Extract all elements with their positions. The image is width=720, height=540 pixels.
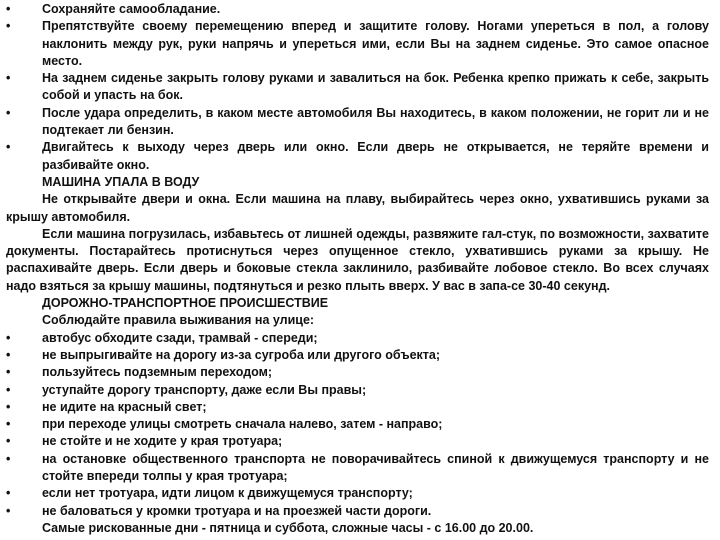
bullet-paragraph [6, 1, 709, 18]
bullet-paragraph [6, 503, 709, 520]
bullet-text: не идите на красный свет; [42, 399, 207, 414]
bullet-marker: • [6, 19, 11, 34]
bullet-paragraph [6, 451, 709, 486]
bullet-paragraph [6, 330, 709, 347]
bullet-text: автобус обходите сзади, трамвай - спереди; [42, 330, 318, 345]
indented-paragraph: Не открывайте двери и окна. Если машина на плаву, выбирайтесь через окно, ухватившись руками за крышу автомобиля. [6, 192, 709, 224]
bullet-text: Сохраняйте самообладание. [42, 2, 221, 16]
bullet-marker: • [6, 503, 11, 518]
indented-paragraph: ДОРОЖНО-ТРАНСПОРТНОЕ ПРОИСШЕСТВИЕ [42, 296, 329, 311]
indented-paragraph: Самые рискованные дни - пятница и суббота, сложные часы - с 16.00 до 20.00. [42, 520, 534, 535]
indented-paragraph: Соблюдайте правила выживания на улице: [42, 313, 315, 328]
indented-paragraph: Если машина погрузилась, избавьтесь от лишней одежды, развяжите гал-стук, по возможности, захватите документы. Постарайтесь протиснуться через опущенное стекло, ухватившись руками за крышу. Не распахивайте дверь. Если дверь и боковые стекла заклинило, разбивайте лобовое стекло. Во всех случаях надо взяться за крышу машины, подтянуться и резко плыть вверх. У вас в запа-се 30-40 секунд. [6, 226, 709, 293]
bullet-paragraph [6, 433, 709, 450]
bullet-paragraph [6, 347, 709, 364]
indented-paragraph: МАШИНА УПАЛА В ВОДУ [42, 174, 200, 189]
bullet-marker: • [6, 347, 11, 362]
bullet-text: После удара определить, в каком месте автомобиля Вы находитесь, в каком положении, не горит ли и не подтекает ли бензин. [42, 105, 709, 138]
bullet-marker: • [6, 2, 11, 16]
bullet-paragraph [6, 364, 709, 381]
bullet-paragraph [6, 416, 709, 433]
bullet-marker: • [6, 105, 11, 120]
bullet-marker: • [6, 382, 11, 397]
bullet-paragraph [6, 139, 709, 174]
bullet-text: на остановке общественного транспорта не поворачивайтесь спиной к движущемуся транспорту и не стойте впереди толпы у края тротуара; [42, 451, 709, 484]
bullet-marker: • [6, 140, 11, 155]
bullet-paragraph [6, 382, 709, 399]
bullet-text: уступайте дорогу транспорту, даже если Вы правы; [42, 382, 367, 397]
bullet-text: не стойте и не ходите у края тротуара; [42, 434, 283, 449]
bullet-text: Двигайтесь к выходу через дверь или окно. Если дверь не открывается, не теряйте времени и разбивайте окно. [42, 140, 709, 172]
bullet-marker: • [6, 417, 11, 432]
bullet-text: не баловаться у кромки тротуара и на проезжей части дороги. [42, 503, 432, 518]
bullet-marker: • [6, 365, 11, 380]
bullet-paragraph [6, 105, 709, 140]
bullet-marker: • [6, 451, 11, 466]
bullet-text: если нет тротуара, идти лицом к движущемуся транспорту; [42, 486, 413, 501]
bullet-marker: • [6, 399, 11, 414]
bullet-text: при переходе улицы смотреть сначала налево, затем - направо; [42, 417, 443, 432]
bullet-marker: • [6, 434, 11, 449]
bullet-text: На заднем сиденье закрыть голову руками и завалиться на бок. Ребенка крепко прижать к себе, закрыть собой и упасть на бок. [42, 71, 709, 103]
bullet-marker: • [6, 486, 11, 501]
bullet-paragraph [6, 18, 709, 70]
bullet-text: не выпрыгивайте на дорогу из-за сугроба или другого объекта; [42, 347, 441, 362]
bullet-paragraph [6, 485, 709, 502]
bullet-paragraph [6, 70, 709, 105]
document-body [6, 1, 709, 537]
bullet-text: Препятствуйте своему перемещению вперед и защитите голову. Ногами упереться в пол, а голову наклонить между рук, руки напрячь и упереться ими, если Вы на заднем сиденье. Это самое опасное место. [42, 19, 709, 68]
bullet-text: пользуйтесь подземным переходом; [42, 365, 273, 380]
bullet-marker: • [6, 330, 11, 345]
bullet-marker: • [6, 71, 11, 86]
bullet-paragraph [6, 399, 709, 416]
